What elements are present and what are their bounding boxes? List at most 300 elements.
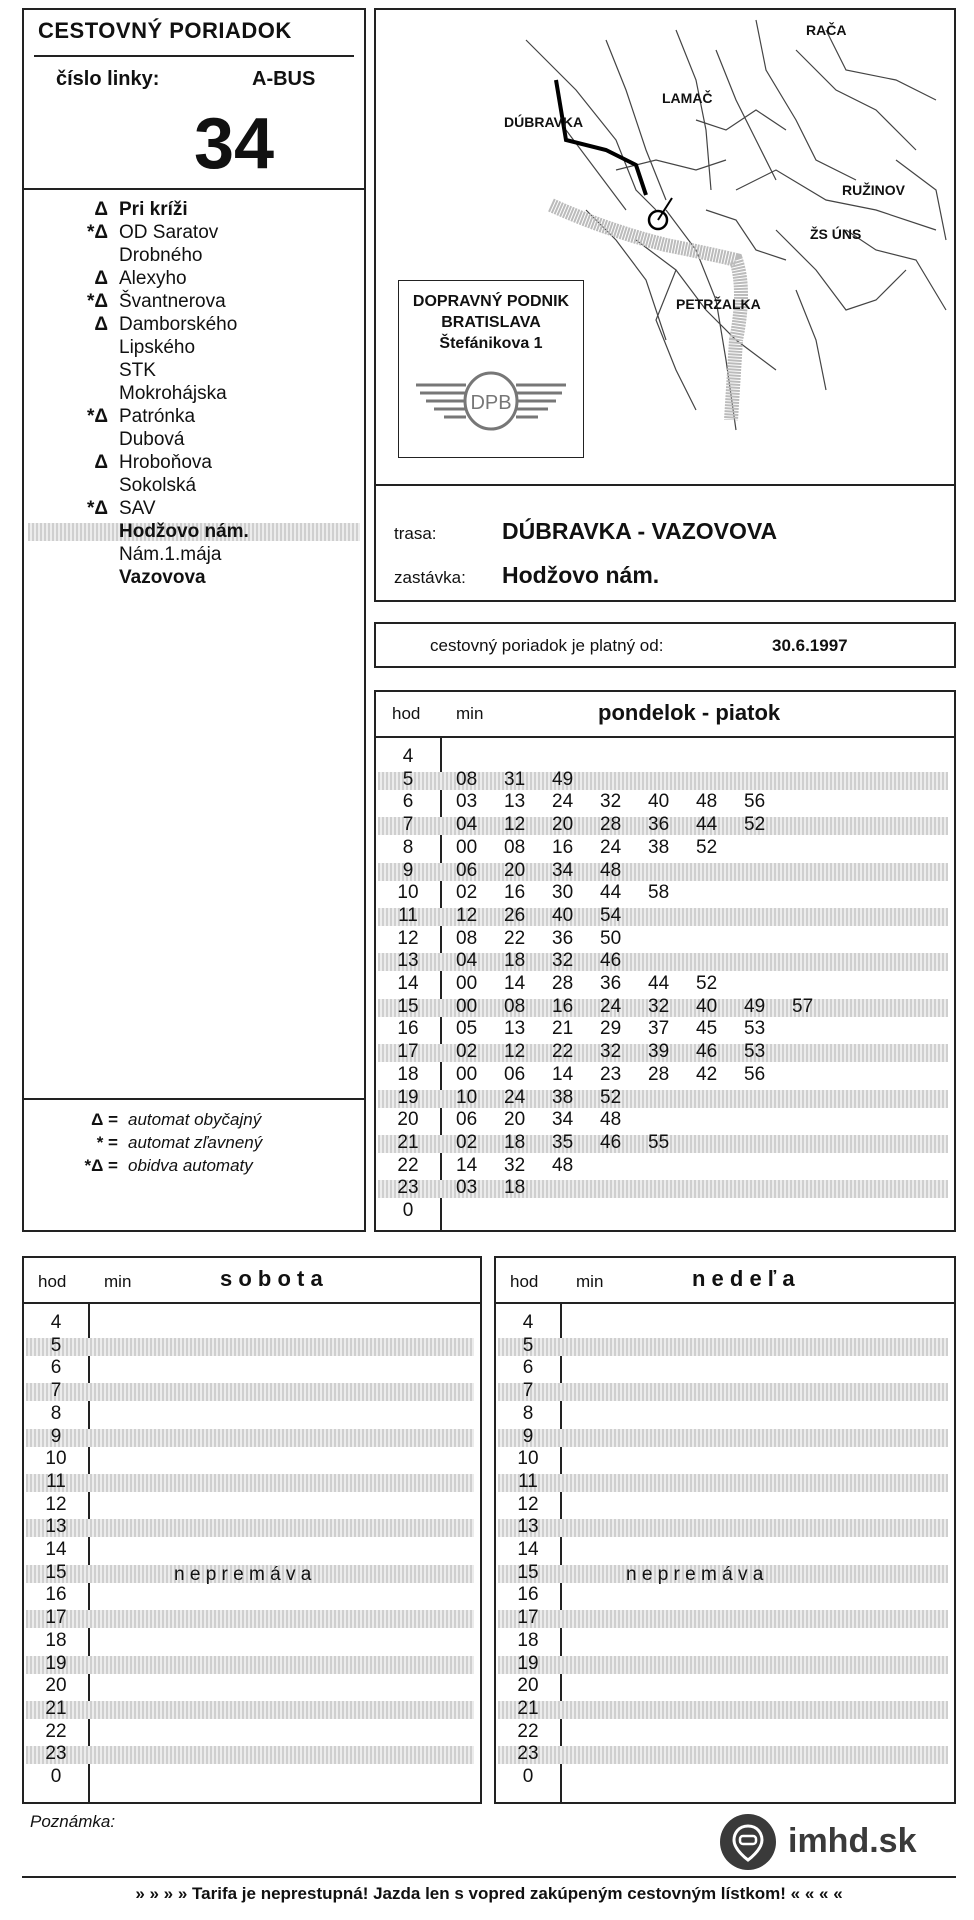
minute-value: 06 [504,1063,526,1085]
stop-item [24,382,384,405]
sunday-note: n e p r e m á v a [626,1564,764,1585]
minute-value: 21 [552,1018,574,1040]
minute-value: 30 [552,882,574,904]
minute-value: 48 [696,791,718,813]
timetable-row [376,1177,954,1200]
row-stripe [498,1474,948,1492]
minute-value: 00 [456,995,478,1017]
hour-cell: 6 [402,791,414,813]
saturday-hod-label: hod [38,1272,67,1291]
minute-value: 03 [456,1177,478,1199]
minute-value: 52 [696,973,718,994]
minute-value: 48 [600,1109,622,1131]
stop-name: OD Saratov [119,222,219,243]
weekday-min-label: min [456,704,484,723]
minute-value: 29 [600,1018,622,1040]
row-stripe [498,1610,948,1628]
saturday-rows [24,1312,480,1792]
minute-value: 04 [456,950,478,972]
stop-name: Vazovova [119,567,206,588]
hour-cell: 4 [50,1312,62,1333]
map-box [374,8,956,486]
timetable-row [376,1087,954,1110]
minute-value: 08 [504,836,526,858]
hour-cell: 20 [517,1675,539,1697]
minute-value: 10 [456,1086,478,1108]
minute-value: 53 [744,1041,766,1063]
hour-cell: 5 [522,1334,534,1356]
hour-cell: 15 [45,1561,67,1583]
company-city: BRATISLAVA [441,314,541,331]
row-stripe [498,1338,948,1356]
hour-cell: 12 [397,927,419,949]
minutes-cell [456,1064,792,1087]
minute-value: 39 [648,1041,670,1063]
sunday-rows [496,1312,954,1792]
imhd-text: imhd.sk [788,1822,917,1860]
timetable-row [376,814,954,837]
validity-label: cestovný poriadok je platný od: [430,636,664,655]
timetable-row [24,1766,480,1789]
row-stripe [26,1610,474,1628]
stop-name: Hodžovo nám. [119,521,249,542]
timetable-row [496,1426,954,1449]
map-label-zs-uns: ŽS ÚNS [810,226,862,242]
stop-name: SAV [119,498,156,519]
minute-value: 22 [552,1041,574,1063]
minute-value: 00 [456,836,478,858]
minute-value: 49 [552,768,574,790]
stop-item [24,290,384,313]
row-stripe [498,1746,948,1764]
minute-value: 35 [552,1131,574,1153]
imhd-logo-icon [718,1812,778,1872]
line-label: číslo linky: [56,68,160,90]
timetable-row [376,905,954,928]
stop-item [24,428,384,451]
legend-item [24,1133,364,1155]
weekday-header-line [376,736,954,738]
minute-value: 14 [552,1063,574,1085]
minute-value: 20 [504,1109,526,1131]
hour-cell: 20 [45,1675,67,1697]
hour-cell: 19 [517,1652,539,1674]
timetable-row [24,1357,480,1380]
timetable-row [24,1721,480,1744]
minute-value: 00 [456,1063,478,1085]
saturday-title: s o b o t a [220,1266,323,1291]
minute-value: 44 [696,814,718,836]
minute-value: 12 [456,904,478,926]
timetable-row [24,1607,480,1630]
timetable-row [376,928,954,951]
timetable-title: CESTOVNÝ PORIADOK [38,18,292,43]
note-label: Poznámka: [30,1812,116,1831]
hour-cell: 23 [517,1743,539,1765]
minute-value: 55 [648,1131,670,1153]
company-box [398,280,584,458]
hour-cell: 14 [45,1539,67,1560]
minute-value: 46 [696,1041,718,1063]
hour-cell: 13 [45,1516,67,1538]
hour-cell: 6 [522,1357,534,1379]
legend-divider [24,1098,364,1100]
row-stripe [498,1656,948,1674]
weekday-title: pondelok - piatok [598,700,781,725]
legend-text: automat obyčajný [128,1110,262,1129]
hour-cell: 22 [45,1720,67,1742]
timetable-row [24,1471,480,1494]
hour-cell: 0 [522,1766,534,1787]
sunday-min-label: min [576,1272,604,1291]
hour-cell: 15 [397,995,419,1017]
minute-value: 32 [648,995,670,1017]
minute-value: 18 [504,950,526,972]
minute-value: 46 [600,1131,622,1153]
stop-name: Alexyho [119,268,187,289]
minute-value: 24 [600,836,622,858]
minute-value: 40 [552,904,574,926]
stop-mark: *Δ [86,291,108,312]
timetable-row [376,791,954,814]
stop-item [24,267,384,290]
timetable-row [376,996,954,1019]
timetable-row [376,860,954,883]
minutes-cell [456,1018,792,1041]
stop-name: Hroboňova [119,452,212,473]
hour-cell: 23 [45,1743,67,1765]
row-stripe [26,1701,474,1719]
timetable-row [496,1743,954,1766]
minute-value: 24 [600,995,622,1017]
stop-item [24,543,384,566]
stop-item [24,405,384,428]
hour-cell: 10 [397,882,419,904]
minute-value: 53 [744,1018,766,1040]
minute-value: 12 [504,814,526,836]
hour-cell: 12 [45,1493,67,1515]
minutes-cell [456,973,744,996]
company-address: Štefánikova 1 [439,335,543,352]
minute-value: 14 [504,973,526,994]
hour-cell: 7 [50,1380,62,1402]
hour-cell: 9 [522,1425,534,1447]
timetable-row [376,1064,954,1087]
timetable-row [496,1539,954,1562]
legend-symbol: *Δ = [84,1156,118,1175]
hour-cell: 11 [518,1470,538,1492]
timetable-row [376,1109,954,1132]
minutes-cell [456,837,744,860]
timetable-row [496,1448,954,1471]
minute-value: 08 [456,927,478,949]
hour-cell: 4 [402,746,414,767]
minute-value: 36 [600,973,622,994]
validity-date: 30.6.1997 [772,636,848,655]
hour-cell: 8 [522,1402,534,1424]
minute-value: 36 [648,814,670,836]
hour-cell: 14 [397,973,419,994]
stops-list [24,198,364,798]
minute-value: 02 [456,1131,478,1153]
row-stripe [26,1656,474,1674]
hour-cell: 18 [45,1629,67,1651]
hour-cell: 5 [402,768,414,790]
stop-item [24,566,384,589]
minute-value: 28 [600,814,622,836]
hour-cell: 17 [517,1607,539,1629]
legend-text: obidva automaty [128,1156,253,1175]
minute-value: 26 [504,904,526,926]
map-label-petrzalka: PETRŽALKA [676,296,761,312]
minute-value: 16 [552,995,574,1017]
footer-divider [22,1876,956,1878]
stop-name: STK [119,360,156,381]
legend-symbol: Δ = [91,1110,118,1129]
hour-cell: 23 [397,1177,419,1199]
minute-value: 24 [504,1086,526,1108]
timetable-row [496,1335,954,1358]
hour-cell: 15 [517,1561,539,1583]
minute-value: 48 [600,859,622,881]
timetable-row [24,1448,480,1471]
tariff-note: » » » » Tarifa je neprestupná! Jazda len s vopred zakúpeným cestovným lístkom! « « « « [135,1884,843,1903]
hour-cell: 16 [517,1584,539,1606]
minute-value: 20 [504,859,526,881]
hour-cell: 22 [397,1154,419,1176]
minute-value: 42 [696,1063,718,1085]
legend-item [24,1156,364,1178]
minute-value: 16 [552,836,574,858]
hour-cell: 8 [402,836,414,858]
minute-value: 36 [552,927,574,949]
weekday-timetable [374,690,956,1232]
legend-symbol: * = [96,1133,118,1152]
sunday-header-line [496,1302,954,1304]
row-stripe [498,1519,948,1537]
timetable-row [496,1698,954,1721]
minute-value: 56 [744,791,766,813]
minute-value: 32 [552,950,574,972]
minute-value: 37 [648,1018,670,1040]
timetable-row [24,1494,480,1517]
hour-cell: 19 [45,1652,67,1674]
minute-value: 58 [648,882,670,904]
minute-value: 04 [456,814,478,836]
stop-name: Lipského [119,337,196,358]
timetable-row [376,950,954,973]
timetable-row [24,1539,480,1562]
minutes-cell [456,882,696,905]
stop-value: Hodžovo nám. [502,562,660,588]
timetable-row [24,1630,480,1653]
weekday-rows [376,746,954,1226]
minute-value: 54 [600,904,622,926]
timetable-row [496,1312,954,1335]
hour-cell: 16 [45,1584,67,1606]
timetable-row [376,837,954,860]
minute-value: 06 [456,1109,478,1131]
minutes-cell [456,928,648,951]
hour-cell: 11 [398,904,418,926]
sunday-timetable [494,1256,956,1804]
hour-cell: 7 [522,1380,534,1402]
hour-cell: 0 [402,1200,414,1221]
stop-name: Dubová [119,429,185,450]
stop-item [24,244,384,267]
timetable-row [376,1041,954,1064]
minutes-cell [456,1132,696,1155]
stop-mark: *Δ [86,222,108,243]
hour-cell: 17 [45,1607,67,1629]
minute-value: 34 [552,859,574,881]
row-stripe [498,1701,948,1719]
hour-cell: 13 [397,950,419,972]
hour-cell: 21 [517,1697,539,1719]
stop-item [24,336,384,359]
stop-mark: Δ [94,268,108,289]
minute-value: 22 [504,927,526,949]
hour-cell: 13 [517,1516,539,1538]
route-line [556,80,646,195]
stop-mark: Δ [94,199,108,220]
stop-mark: Δ [94,452,108,473]
minute-value: 28 [648,1063,670,1085]
stop-name: Pri kríži [119,199,188,220]
minute-value: 16 [504,882,526,904]
stop-mark: *Δ [86,498,108,519]
route-value: DÚBRAVKA - VAZOVOVA [502,518,778,544]
stop-name: Mokrohájska [119,383,227,404]
minute-value: 44 [600,882,622,904]
hour-cell: 19 [397,1086,419,1108]
saturday-min-label: min [104,1272,132,1291]
hour-cell: 12 [517,1493,539,1515]
minute-value: 06 [456,859,478,881]
timetable-row [376,746,954,769]
minute-value: 13 [504,1018,526,1040]
map-label-raca: RAČA [806,22,847,38]
minute-value: 32 [600,791,622,813]
timetable-row [376,882,954,905]
timetable-row [24,1653,480,1676]
hour-cell: 22 [517,1720,539,1742]
minutes-cell [456,814,792,837]
route-label: trasa: [394,524,437,543]
minutes-cell [456,996,840,1019]
dpb-logo-text: DPB [470,392,512,414]
stop-item [24,359,384,382]
minute-value: 08 [504,995,526,1017]
hour-cell: 6 [50,1357,62,1379]
timetable-row [496,1721,954,1744]
minute-value: 49 [744,995,766,1017]
timetable-row [24,1380,480,1403]
timetable-row [496,1630,954,1653]
minute-value: 52 [744,814,766,836]
timetable-row [496,1653,954,1676]
timetable-row [496,1403,954,1426]
minute-value: 12 [504,1041,526,1063]
minutes-cell [456,950,648,973]
timetable-row [496,1584,954,1607]
row-stripe [498,1383,948,1401]
timetable-row [496,1516,954,1539]
minute-value: 13 [504,791,526,813]
stop-mark: *Δ [86,406,108,427]
map-label-ruzinov: RUŽINOV [842,182,905,198]
timetable-row [24,1312,480,1335]
sunday-hod-label: hod [510,1272,539,1291]
hour-cell: 7 [402,814,414,836]
line-number: 34 [194,104,275,184]
saturday-timetable [22,1256,482,1804]
hour-cell: 17 [397,1041,419,1063]
minutes-cell [456,791,792,814]
minute-value: 05 [456,1018,478,1040]
timetable-row [24,1516,480,1539]
row-stripe [26,1383,474,1401]
route-box [374,484,956,602]
minutes-cell [456,769,600,792]
minute-value: 45 [696,1018,718,1040]
row-stripe [26,1519,474,1537]
weekday-hod-label: hod [392,704,421,723]
stop-item [24,520,384,543]
minute-value: 46 [600,950,622,972]
saturday-note: n e p r e m á v a [174,1564,312,1585]
timetable-row [376,769,954,792]
sunday-title: n e d e ľ a [692,1266,795,1291]
minute-value: 52 [600,1086,622,1108]
stop-item [24,221,384,244]
stop-label: zastávka: [394,568,466,587]
hour-cell: 11 [46,1470,66,1492]
minute-value: 48 [552,1154,574,1176]
minute-value: 38 [552,1086,574,1108]
minute-value: 02 [456,882,478,904]
timetable-row [496,1675,954,1698]
hour-cell: 9 [50,1425,62,1447]
hour-cell: 18 [397,1063,419,1085]
stop-item [24,313,384,336]
minute-value: 02 [456,1041,478,1063]
timetable-row [24,1335,480,1358]
minutes-cell [456,1155,600,1178]
legend-text: automat zľavnený [128,1133,263,1152]
minute-value: 28 [552,973,574,994]
minutes-cell [456,860,648,883]
hour-cell: 21 [45,1697,67,1719]
line-type: A-BUS [252,68,316,90]
timetable-row [24,1584,480,1607]
hour-cell: 18 [517,1629,539,1651]
stop-item [24,474,384,497]
legend-item [24,1110,364,1132]
timetable-row [496,1380,954,1403]
minutes-cell [456,905,648,928]
stop-name: Nám.1.mája [119,544,222,565]
timetable-row [496,1494,954,1517]
minute-value: 57 [792,995,814,1017]
validity-box [374,622,956,668]
title-underline [34,55,354,57]
minute-value: 32 [600,1041,622,1063]
hour-cell: 4 [522,1312,534,1333]
saturday-header-line [24,1302,480,1304]
company-name: DOPRAVNÝ PODNIK [412,293,570,310]
minute-value: 56 [744,1063,766,1085]
